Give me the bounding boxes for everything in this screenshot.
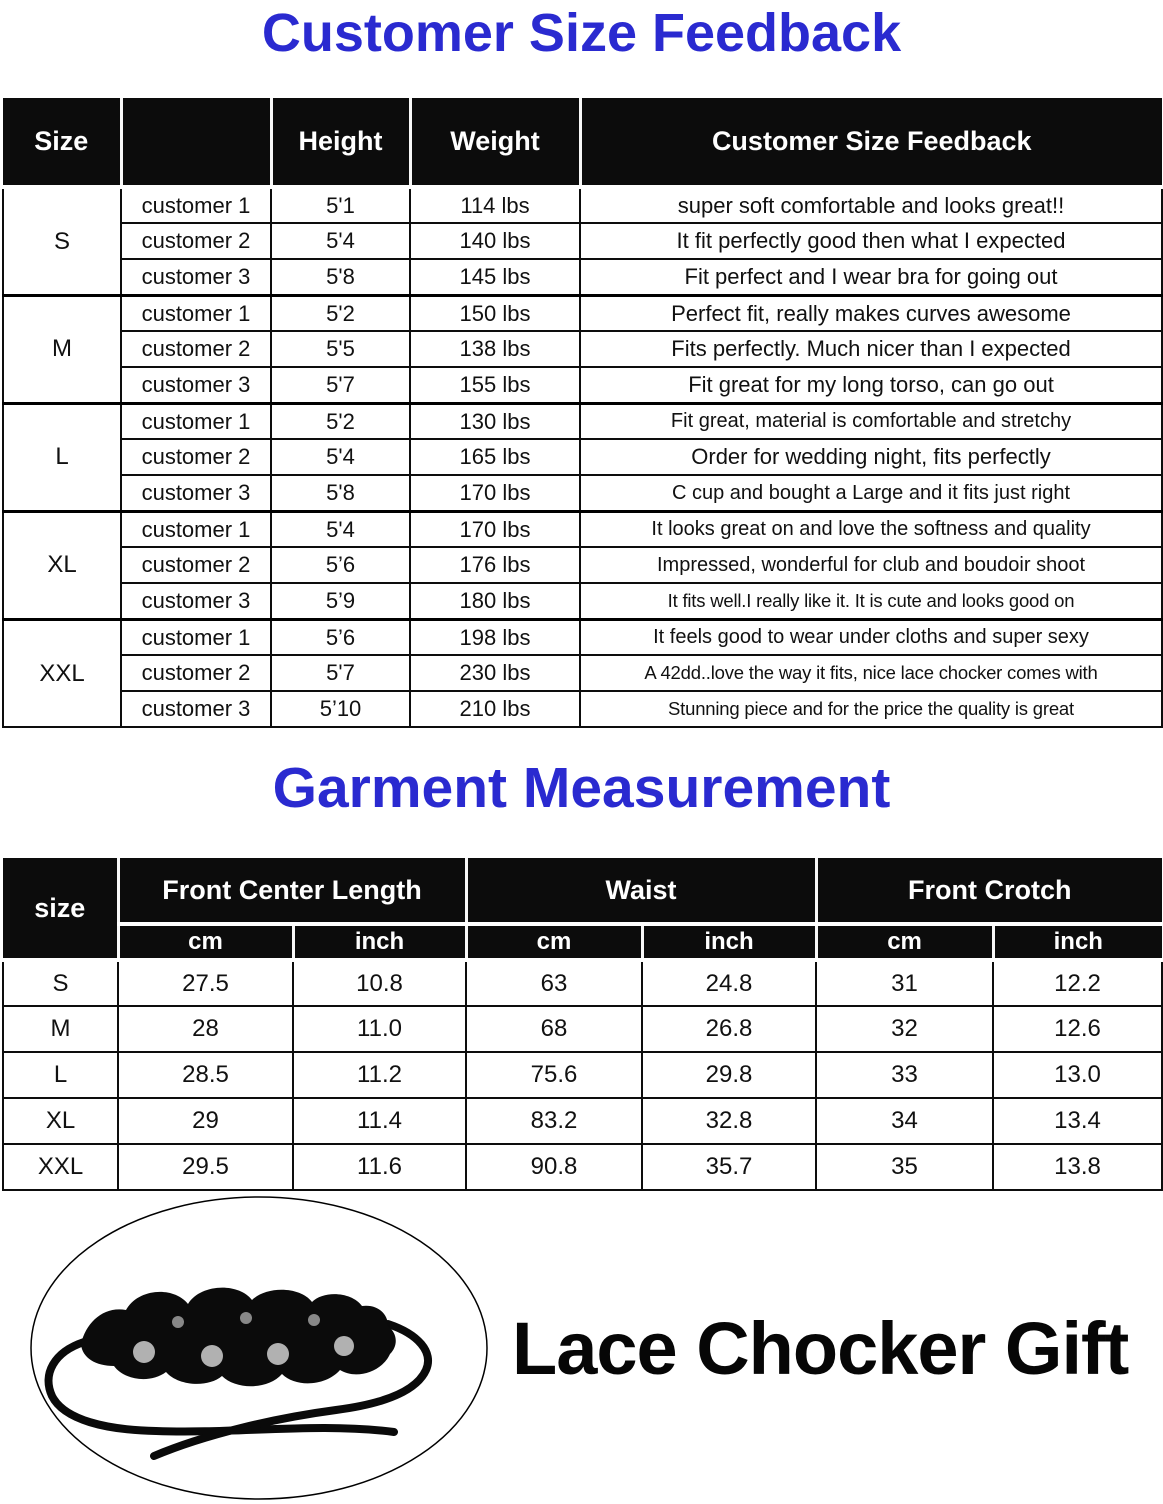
measurement-value-cell: 27.5: [118, 960, 293, 1006]
customer-cell: customer 3: [121, 691, 271, 727]
garment-measurement-table: [2, 858, 1163, 1191]
size-group-label: S: [3, 187, 121, 295]
measurement-value-cell: 83.2: [466, 1098, 642, 1144]
height-cell: 5'4: [271, 439, 410, 475]
measurement-row: [3, 1144, 1162, 1190]
weight-cell: 130 lbs: [410, 403, 580, 439]
feedback-cell: Perfect fit, really makes curves awesome: [580, 295, 1162, 331]
size-cell: L: [3, 1052, 118, 1098]
customer-cell: customer 3: [121, 583, 271, 619]
feedback-row: [3, 187, 1162, 223]
feedback-row: [3, 475, 1162, 511]
customer-cell: customer 2: [121, 223, 271, 259]
weight-cell: 176 lbs: [410, 547, 580, 583]
measurement-value-cell: 28.5: [118, 1052, 293, 1098]
measurement-value-cell: 11.0: [293, 1006, 466, 1052]
measurement-row: [3, 960, 1162, 1006]
unit-header-inch: inch: [642, 924, 816, 960]
height-cell: 5’9: [271, 583, 410, 619]
feedback-row: [3, 619, 1162, 655]
measurement-value-cell: 32.8: [642, 1098, 816, 1144]
measurement-value-cell: 11.6: [293, 1144, 466, 1190]
feedback-row: [3, 331, 1162, 367]
feedback-cell: Stunning piece and for the price the quality is great: [580, 691, 1162, 727]
weight-cell: 150 lbs: [410, 295, 580, 331]
lace-choker-illustration: [26, 1194, 496, 1504]
feedback-row: [3, 439, 1162, 475]
measurement-value-cell: 90.8: [466, 1144, 642, 1190]
feedback-cell: Impressed, wonderful for club and boudoir shoot: [580, 547, 1162, 583]
weight-cell: 170 lbs: [410, 511, 580, 547]
size-cell: S: [3, 960, 118, 1006]
lace-hole: [201, 1345, 223, 1367]
weight-cell: 140 lbs: [410, 223, 580, 259]
customer-cell: customer 2: [121, 331, 271, 367]
size-cell: XXL: [3, 1144, 118, 1190]
measurement-row: [3, 1052, 1162, 1098]
measurement-value-cell: 13.4: [993, 1098, 1162, 1144]
customer-cell: customer 1: [121, 511, 271, 547]
feedback-table-header-row: [3, 98, 1162, 187]
measurement-table-body: [3, 960, 1162, 1190]
customer-column-header: [121, 98, 271, 187]
feedback-row: [3, 583, 1162, 619]
lace-hole: [172, 1316, 184, 1328]
front-crotch-header: Front Crotch: [816, 858, 1162, 924]
size-group-label: L: [3, 403, 121, 511]
weight-column-header: Weight: [410, 98, 580, 187]
feedback-cell: It fits well.I really like it. It is cute and looks good on: [580, 583, 1162, 619]
measurement-value-cell: 26.8: [642, 1006, 816, 1052]
measurement-value-cell: 12.6: [993, 1006, 1162, 1052]
feedback-cell: Fit great for my long torso, can go out: [580, 367, 1162, 403]
lace-hole: [240, 1312, 252, 1324]
weight-cell: 145 lbs: [410, 259, 580, 295]
height-cell: 5'2: [271, 295, 410, 331]
measurement-value-cell: 11.2: [293, 1052, 466, 1098]
size-group-label: XL: [3, 511, 121, 619]
feedback-cell: Fits perfectly. Much nicer than I expected: [580, 331, 1162, 367]
measurement-value-cell: 32: [816, 1006, 993, 1052]
weight-cell: 155 lbs: [410, 367, 580, 403]
height-cell: 5’10: [271, 691, 410, 727]
feedback-row: [3, 655, 1162, 691]
feedback-cell: It feels good to wear under cloths and super sexy: [580, 619, 1162, 655]
weight-cell: 210 lbs: [410, 691, 580, 727]
customer-cell: customer 2: [121, 655, 271, 691]
height-cell: 5'8: [271, 259, 410, 295]
measurement-value-cell: 35.7: [642, 1144, 816, 1190]
measurement-value-cell: 11.4: [293, 1098, 466, 1144]
customer-cell: customer 1: [121, 187, 271, 223]
measurement-unit-header-row: [3, 924, 1162, 960]
height-cell: 5'4: [271, 511, 410, 547]
feedback-row: [3, 223, 1162, 259]
weight-cell: 165 lbs: [410, 439, 580, 475]
measurement-group-header-row: [3, 858, 1162, 924]
measurement-value-cell: 33: [816, 1052, 993, 1098]
customer-cell: customer 1: [121, 619, 271, 655]
feedback-row: [3, 511, 1162, 547]
front-center-length-header: Front Center Length: [118, 858, 466, 924]
feedback-cell: It fit perfectly good then what I expected: [580, 223, 1162, 259]
size-cell: M: [3, 1006, 118, 1052]
height-cell: 5'4: [271, 223, 410, 259]
waist-header: Waist: [466, 858, 816, 924]
weight-cell: 138 lbs: [410, 331, 580, 367]
weight-cell: 230 lbs: [410, 655, 580, 691]
feedback-row: [3, 403, 1162, 439]
size-column-header: size: [3, 858, 118, 960]
customer-size-feedback-table: [2, 98, 1163, 728]
customer-cell: customer 2: [121, 547, 271, 583]
customer-cell: customer 3: [121, 475, 271, 511]
weight-cell: 114 lbs: [410, 187, 580, 223]
weight-cell: 170 lbs: [410, 475, 580, 511]
feedback-column-header: Customer Size Feedback: [580, 98, 1162, 187]
unit-header-inch: inch: [293, 924, 466, 960]
unit-header-cm: cm: [816, 924, 993, 960]
feedback-row: [3, 259, 1162, 295]
garment-measurement-title: Garment Measurement: [272, 756, 891, 821]
feedback-cell: Fit great, material is comfortable and stretchy: [580, 403, 1162, 439]
feedback-cell: super soft comfortable and looks great!!: [580, 187, 1162, 223]
unit-header-inch: inch: [993, 924, 1162, 960]
unit-header-cm: cm: [118, 924, 293, 960]
height-cell: 5'2: [271, 403, 410, 439]
height-cell: 5’6: [271, 547, 410, 583]
feedback-cell: Order for wedding night, fits perfectly: [580, 439, 1162, 475]
measurement-value-cell: 63: [466, 960, 642, 1006]
feedback-cell: C cup and bought a Large and it fits just right: [580, 475, 1162, 511]
size-group-label: M: [3, 295, 121, 403]
measurement-row: [3, 1006, 1162, 1052]
measurement-value-cell: 10.8: [293, 960, 466, 1006]
measurement-value-cell: 75.6: [466, 1052, 642, 1098]
measurement-value-cell: 13.0: [993, 1052, 1162, 1098]
height-cell: 5'8: [271, 475, 410, 511]
measurement-value-cell: 24.8: [642, 960, 816, 1006]
weight-cell: 198 lbs: [410, 619, 580, 655]
size-group-label: XXL: [3, 619, 121, 727]
customer-cell: customer 1: [121, 403, 271, 439]
feedback-cell: A 42dd..love the way it fits, nice lace chocker comes with: [580, 655, 1162, 691]
feedback-row: [3, 547, 1162, 583]
measurement-row: [3, 1098, 1162, 1144]
height-cell: 5'7: [271, 655, 410, 691]
measurement-value-cell: 68: [466, 1006, 642, 1052]
customer-cell: customer 1: [121, 295, 271, 331]
measurement-value-cell: 29: [118, 1098, 293, 1144]
measurement-value-cell: 31: [816, 960, 993, 1006]
measurement-value-cell: 29.8: [642, 1052, 816, 1098]
height-cell: 5'1: [271, 187, 410, 223]
size-cell: XL: [3, 1098, 118, 1144]
lace-chocker-gift-label: Lace Chocker Gift: [512, 1307, 1129, 1390]
measurement-value-cell: 12.2: [993, 960, 1162, 1006]
lace-hole: [267, 1343, 289, 1365]
customer-size-feedback-title: Customer Size Feedback: [261, 3, 902, 63]
measurement-value-cell: 13.8: [993, 1144, 1162, 1190]
height-cell: 5'7: [271, 367, 410, 403]
measurement-value-cell: 28: [118, 1006, 293, 1052]
feedback-row: [3, 367, 1162, 403]
size-column-header: Size: [3, 98, 121, 187]
height-column-header: Height: [271, 98, 410, 187]
customer-cell: customer 3: [121, 367, 271, 403]
height-cell: 5’6: [271, 619, 410, 655]
lace-hole: [308, 1314, 320, 1326]
unit-header-cm: cm: [466, 924, 642, 960]
feedback-cell: It looks great on and love the softness and quality: [580, 511, 1162, 547]
customer-cell: customer 2: [121, 439, 271, 475]
feedback-cell: Fit perfect and I wear bra for going out: [580, 259, 1162, 295]
measurement-value-cell: 35: [816, 1144, 993, 1190]
customer-cell: customer 3: [121, 259, 271, 295]
feedback-row: [3, 691, 1162, 727]
measurement-value-cell: 29.5: [118, 1144, 293, 1190]
lace-hole: [133, 1341, 155, 1363]
feedback-row: [3, 295, 1162, 331]
feedback-table-body: [3, 187, 1162, 727]
height-cell: 5'5: [271, 331, 410, 367]
measurement-value-cell: 34: [816, 1098, 993, 1144]
lace-hole: [334, 1336, 354, 1356]
weight-cell: 180 lbs: [410, 583, 580, 619]
